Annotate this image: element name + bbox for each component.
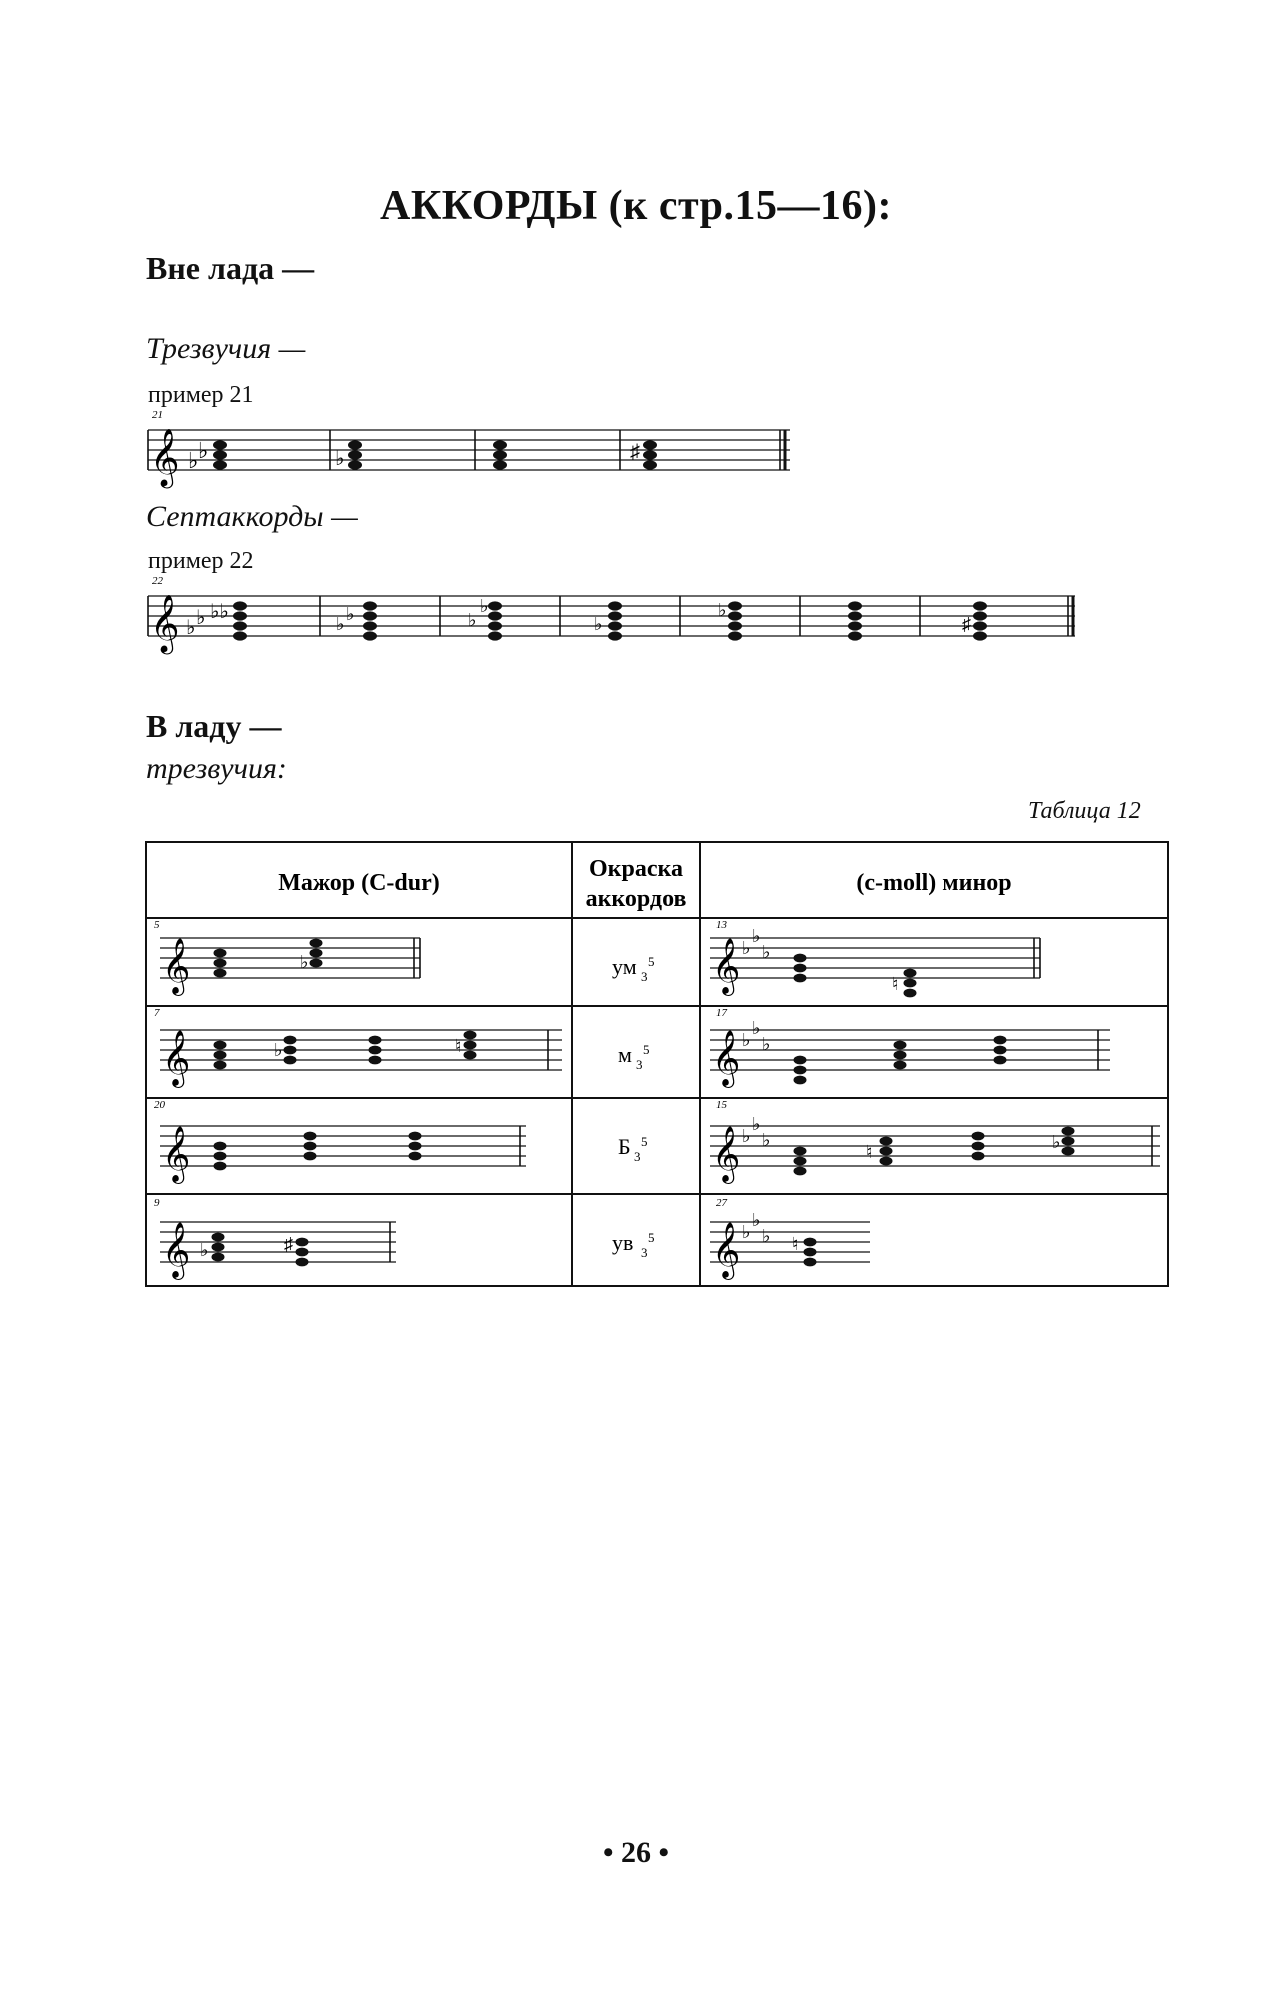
table-barlines	[390, 938, 1152, 1262]
svg-text:♭: ♭	[742, 1030, 751, 1050]
chord-noteheads	[212, 939, 1075, 1267]
table-staff-lines	[160, 938, 1160, 1262]
svg-text:♮: ♮	[866, 1142, 873, 1162]
flat-icon: ♭	[468, 610, 477, 630]
page-title: АККОРДЫ (к стр.15—16):	[380, 183, 892, 229]
svg-text:♭: ♭	[742, 938, 751, 958]
svg-text:5: 5	[643, 1042, 650, 1057]
flat-icon: ♭	[346, 604, 355, 624]
svg-text:♭: ♭	[742, 1126, 751, 1146]
flat-icon: ♭	[198, 438, 209, 463]
section-heading-in-key: В ладу —	[146, 708, 282, 744]
svg-text:♭: ♭	[752, 926, 761, 946]
svg-text:♭: ♭	[274, 1040, 283, 1060]
treble-clef-icon: 𝄞	[150, 429, 180, 485]
example-21-label: пример 21	[148, 382, 254, 408]
svg-text:3: 3	[641, 969, 648, 984]
svg-text:𝄞: 𝄞	[162, 1032, 191, 1085]
triads-label: Трезвучия —	[146, 332, 306, 365]
header-color-line2: аккордов	[585, 886, 687, 912]
section-heading-outside-key: Вне лада —	[146, 250, 315, 286]
flat-icon: ♭	[480, 596, 489, 616]
bar-number: 21	[152, 410, 163, 421]
svg-text:27: 27	[716, 1197, 727, 1209]
svg-text:20: 20	[154, 1099, 165, 1111]
svg-text:5: 5	[648, 954, 655, 969]
flat-icon: ♭	[594, 614, 603, 634]
svg-text:♭: ♭	[762, 1130, 771, 1150]
svg-text:♭: ♭	[1052, 1132, 1061, 1152]
svg-text:𝄞: 𝄞	[712, 1128, 741, 1181]
double-flat-icon: ♭♭	[210, 601, 229, 623]
treble-clef-icon: 𝄞	[150, 595, 180, 651]
svg-text:3: 3	[636, 1057, 643, 1072]
svg-text:𝄞: 𝄞	[162, 1128, 191, 1181]
svg-text:♭: ♭	[752, 1018, 761, 1038]
svg-text:♭: ♭	[762, 942, 771, 962]
header-minor: (c-moll) минор	[856, 870, 1012, 896]
flat-icon: ♭	[188, 448, 199, 473]
svg-text:15: 15	[716, 1099, 727, 1111]
svg-text:𝄞: 𝄞	[712, 940, 741, 993]
flat-icon: ♭	[336, 614, 345, 634]
svg-text:𝄞: 𝄞	[712, 1032, 741, 1085]
svg-text:♭: ♭	[752, 1210, 761, 1230]
svg-text:Б: Б	[618, 1134, 631, 1159]
in-key-triads-label: трезвучия:	[146, 752, 287, 785]
sharp-icon: ♯	[630, 441, 640, 463]
row-quality-aug	[612, 1230, 655, 1260]
svg-text:3: 3	[641, 1245, 648, 1260]
header-major: Мажор (C-dur)	[278, 870, 440, 896]
table-caption: Таблица 12	[1028, 798, 1141, 824]
row-quality-dim	[612, 954, 655, 984]
svg-text:13: 13	[716, 919, 727, 931]
svg-text:♯: ♯	[284, 1234, 293, 1254]
page-number: • 26 •	[602, 1836, 669, 1869]
svg-text:3: 3	[634, 1149, 641, 1164]
flat-icon: ♭	[186, 617, 196, 639]
bar-number: 22	[152, 576, 163, 587]
svg-text:♭: ♭	[200, 1240, 209, 1260]
svg-text:♮: ♮	[892, 974, 899, 994]
svg-text:♭: ♭	[752, 1114, 761, 1134]
svg-text:9: 9	[154, 1197, 160, 1209]
svg-text:7: 7	[154, 1007, 160, 1019]
svg-text:ум: ум	[612, 954, 637, 979]
svg-text:м: м	[618, 1042, 632, 1067]
svg-text:𝄞: 𝄞	[162, 1224, 191, 1277]
svg-text:ув: ув	[612, 1230, 634, 1255]
row-quality-minor	[618, 1042, 650, 1072]
example-22-label: пример 22	[148, 548, 254, 574]
header-color-line1: Окраска	[589, 856, 683, 882]
treble-clef-icon	[162, 939, 740, 1280]
svg-text:𝄞: 𝄞	[162, 940, 191, 993]
svg-text:5: 5	[154, 919, 160, 931]
svg-text:5: 5	[648, 1230, 655, 1245]
svg-text:♭: ♭	[300, 952, 309, 972]
svg-text:𝄞: 𝄞	[712, 1224, 741, 1277]
flat-icon: ♭	[718, 600, 727, 620]
flat-icon: ♭	[335, 448, 345, 470]
accidental-icons	[200, 952, 1061, 1260]
svg-text:♮: ♮	[455, 1036, 462, 1056]
flat-icon: ♭	[196, 607, 206, 629]
svg-text:♭: ♭	[762, 1034, 771, 1054]
svg-text:♭: ♭	[742, 1222, 751, 1242]
key-signature-flat-icon	[742, 926, 771, 1246]
svg-text:♭: ♭	[762, 1226, 771, 1246]
row-quality-major	[618, 1134, 648, 1164]
svg-text:5: 5	[641, 1134, 648, 1149]
svg-text:♮: ♮	[792, 1234, 799, 1254]
sevenths-label: Септаккорды —	[146, 500, 358, 533]
sharp-icon: ♯	[962, 614, 971, 634]
svg-text:17: 17	[716, 1007, 727, 1019]
